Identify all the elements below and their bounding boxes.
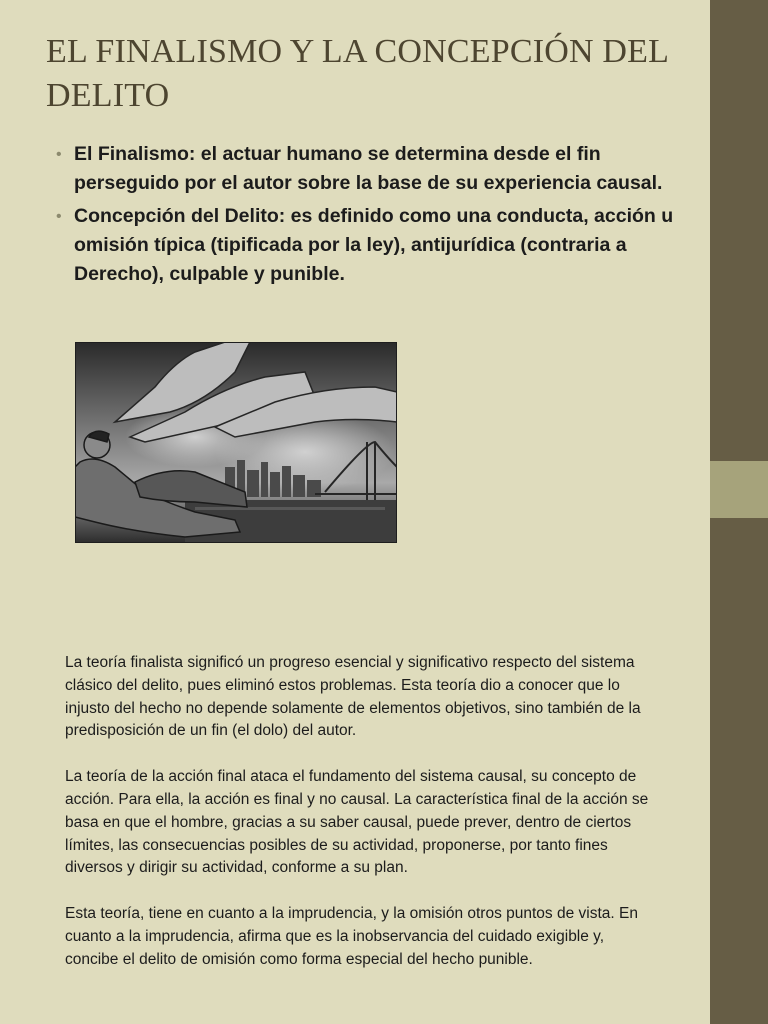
body-text <box>65 652 650 995</box>
bullet-text: Concepción del Delito: es definido como una conducta, acción u omisión típica (tipificada por la ley), antijurídica (contraria a Derecho), culpable y punible. <box>74 205 674 285</box>
paragraph: Esta teoría, tiene en cuanto a la imprudencia, y la omisión otros puntos de vista. En cuanto a la imprudencia, afirma que es la inobservancia del cuidado exigible y, concibe el delito de omisión como forma especial del hecho punible. <box>65 905 638 968</box>
paragraph: La teoría finalista significó un progreso esencial y significativo respecto del sistema clásico del delito, pues eliminó estos problemas. Esta teoría dio a conocer que lo injusto del hecho no depende solamente de elementos objetivos, sino también de la predisposición de un fin (el dolo) del autor. <box>65 654 641 740</box>
bullet-text: El Finalismo: el actuar humano se determina desde el fin perseguido por el autor sobre la base de su experiencia causal. <box>74 143 663 194</box>
bullet-list <box>56 140 676 293</box>
slide-title: EL FINALISMO Y LA CONCEPCIÓN DEL DELITO <box>46 33 668 114</box>
paragraph: La teoría de la acción final ataca el fundamento del sistema causal, su concepto de acción. Para ella, la acción es final y no causal. La característica final de la acción se basa en que el hombre, gracias a su saber causal, puede prever, dentro de ciertos límites, las consecuencias posibles de su actividad, proponerse, por tanto fines diversos y dirigir su actividad, conforme a su plan. <box>65 768 649 877</box>
illustration-icon <box>75 342 397 543</box>
illustration-svg <box>75 342 397 543</box>
side-accent <box>710 461 768 518</box>
bullet-dot-icon: • <box>56 208 62 225</box>
bullet-item <box>56 140 676 198</box>
bullet-item <box>56 202 676 289</box>
bullet-dot-icon: • <box>56 146 62 163</box>
